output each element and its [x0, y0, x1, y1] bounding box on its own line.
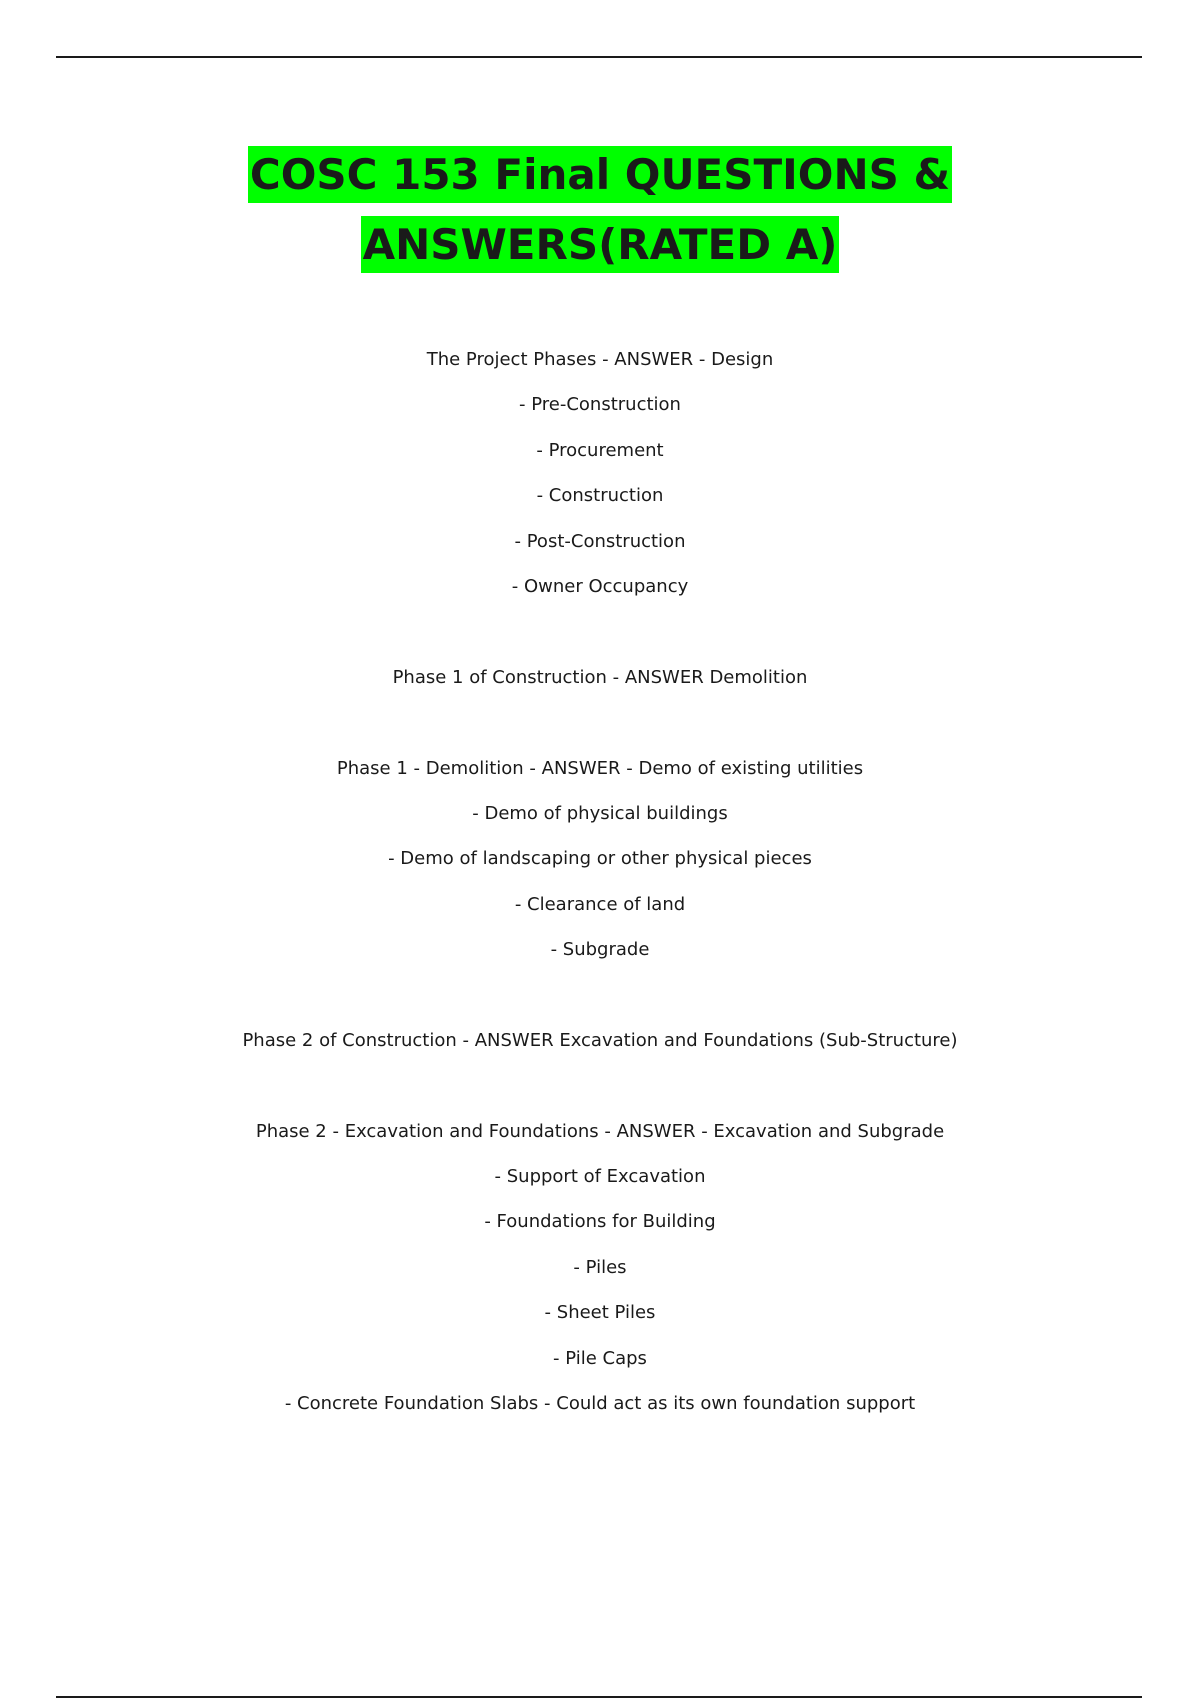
text-line: - Subgrade [550, 939, 650, 961]
text-line: - Concrete Foundation Slabs - Could act as its own foundation support [284, 1392, 916, 1414]
text-line: - Sheet Piles [544, 1302, 656, 1324]
bottom-rule [56, 1696, 1142, 1698]
text-line: - Foundations for Building [484, 1211, 716, 1233]
title-line-2: ANSWERS(RATED A) [361, 216, 840, 273]
document-body [0, 337, 1200, 1426]
text-line: - Support of Excavation [494, 1166, 706, 1188]
text-line: - Construction [536, 485, 664, 507]
blank-line [0, 1063, 1200, 1108]
text-line: - Piles [573, 1256, 627, 1278]
text-line: The Project Phases - ANSWER - Design [426, 349, 774, 370]
text-line: - Demo of physical buildings [472, 802, 728, 824]
text-line: - Post-Construction [514, 530, 686, 552]
text-line: - Owner Occupancy [511, 575, 689, 597]
blank-line [0, 972, 1200, 1017]
blank-line [0, 609, 1200, 654]
text-line: Phase 1 of Construction - ANSWER Demolition [392, 666, 808, 688]
text-line: Phase 2 of Construction - ANSWER Excavation and Foundations (Sub-Structure) [242, 1029, 958, 1051]
title-line-1: COSC 153 Final QUESTIONS & [248, 146, 952, 203]
text-line: Phase 1 - Demolition - ANSWER - Demo of existing utilities [336, 757, 864, 779]
text-line: - Pile Caps [553, 1347, 647, 1369]
text-line: - Pre-Construction [519, 394, 681, 416]
top-rule [56, 56, 1142, 58]
blank-line [0, 700, 1200, 745]
text-line: Phase 2 - Excavation and Foundations - ANSWER - Excavation and Subgrade [255, 1120, 945, 1142]
document-title [0, 140, 1200, 280]
text-line: - Procurement [536, 439, 664, 461]
text-line: - Demo of landscaping or other physical pieces [388, 848, 812, 870]
text-line: - Clearance of land [514, 893, 686, 915]
